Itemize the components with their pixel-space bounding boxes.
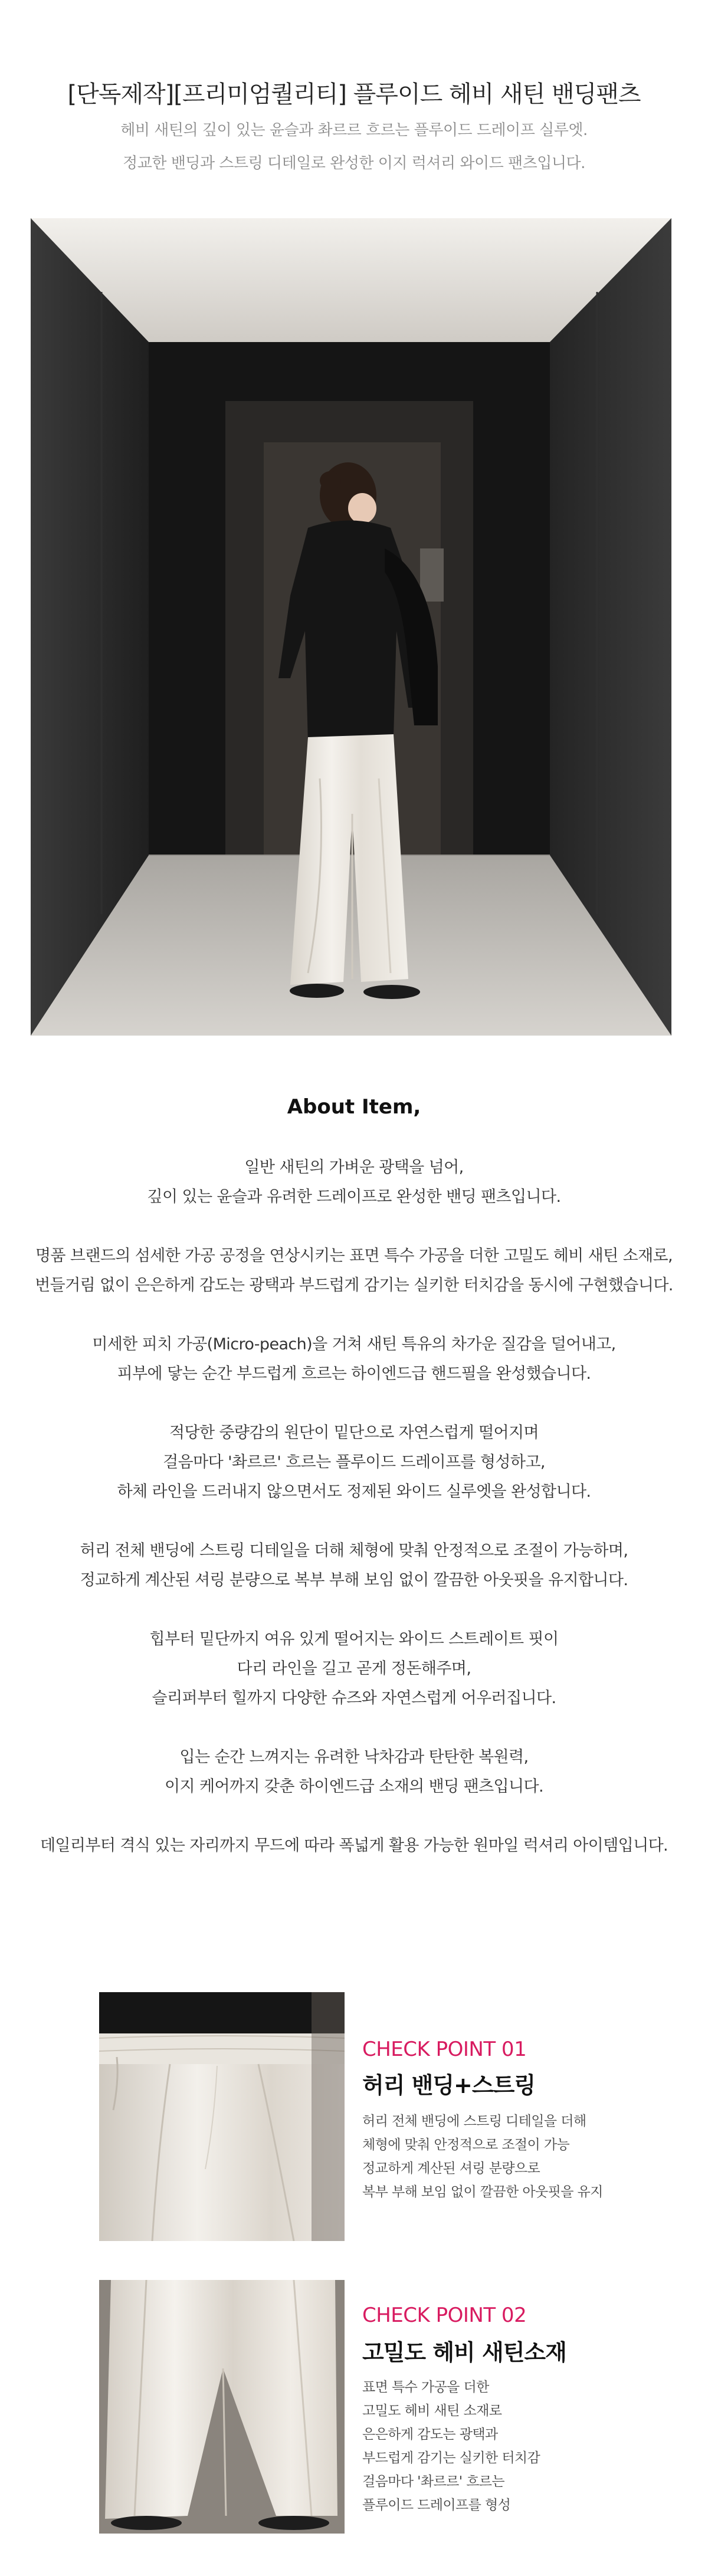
checkpoint-02-description xyxy=(362,2375,693,2517)
about-paragraph-8 xyxy=(12,1831,696,1861)
about-paragraph-1 xyxy=(12,1153,696,1212)
checkpoint-01-label: CHECK POINT 01 xyxy=(362,2038,527,2061)
about-line: 걸음마다 '촤르르' 흐르는 플루이드 드레이프를 형성하고, xyxy=(163,1453,545,1471)
checkpoint-01-description xyxy=(362,2110,693,2204)
checkpoint-02-photo xyxy=(99,2280,345,2534)
checkpoint-02-line: 걸음마다 '촤르르' 흐르는 xyxy=(362,2474,505,2489)
checkpoint-01-photo xyxy=(99,1992,345,2241)
checkpoint-01-line: 체형에 맞춰 안정적으로 조절이 가능 xyxy=(362,2137,570,2153)
checkpoint-01-line: 허리 전체 밴딩에 스트링 디테일을 더해 xyxy=(362,2114,586,2129)
waistband-closeup-illustration xyxy=(99,1992,345,2241)
checkpoint-02-line: 플루이드 드레이프를 형성 xyxy=(362,2498,511,2513)
about-line: 슬리퍼부터 힐까지 다양한 슈즈와 자연스럽게 어우러집니다. xyxy=(152,1689,556,1707)
hero-photo-illustration xyxy=(31,218,671,1036)
checkpoint-01-line: 복부 부해 보임 없이 깔끔한 아웃핏을 유지 xyxy=(362,2184,603,2200)
about-line: 번들거림 없이 은은하게 감도는 광택과 부드럽게 감기는 실키한 터치감을 동시에 구현했습니다. xyxy=(35,1276,673,1294)
checkpoint-02-line: 부드럽게 감기는 실키한 터치감 xyxy=(362,2450,540,2466)
about-line: 미세한 피치 가공(Micro-peach)을 거쳐 새틴 특유의 차가운 질감을 덜어내고, xyxy=(92,1335,616,1353)
checkpoint-01-line: 정교하게 계산된 셔링 분량으로 xyxy=(362,2161,540,2176)
about-paragraph-6 xyxy=(12,1625,696,1713)
about-line: 다리 라인을 길고 곧게 정돈해주며, xyxy=(237,1660,471,1678)
about-paragraph-5 xyxy=(12,1536,696,1595)
checkpoint-02-label: CHECK POINT 02 xyxy=(362,2304,527,2327)
product-subtitle-line2: 정교한 밴딩과 스트링 디테일로 완성한 이지 럭셔리 와이드 팬츠입니다. xyxy=(123,155,585,172)
about-line: 입는 순간 느껴지는 유려한 낙차감과 탄탄한 복원력, xyxy=(179,1748,529,1766)
about-line: 깊이 있는 윤슬과 유려한 드레이프로 완성한 밴딩 팬츠입니다. xyxy=(147,1188,561,1206)
product-subtitle-line1: 헤비 새틴의 깊이 있는 윤슬과 촤르르 흐르는 플루이드 드레이프 실루엣. xyxy=(120,121,588,139)
about-line: 허리 전체 밴딩에 스트링 디테일을 더해 체형에 맞춰 안정적으로 조절이 가능하며, xyxy=(80,1542,628,1560)
about-line: 일반 새틴의 가벼운 광택을 넘어, xyxy=(244,1158,464,1177)
about-line: 정교하게 계산된 셔링 분량으로 복부 부해 보임 없이 깔끔한 아웃핏을 유지합니다. xyxy=(80,1571,628,1589)
about-line: 데일리부터 격식 있는 자리까지 무드에 따라 폭넓게 활용 가능한 원마일 럭셔리 아이템입니다. xyxy=(40,1836,668,1855)
checkpoint-02-title: 고밀도 헤비 새틴소재 xyxy=(362,2340,566,2365)
about-line: 하체 라인을 드러내지 않으면서도 정제된 와이드 실루엣을 완성합니다. xyxy=(117,1483,591,1501)
checkpoint-02-line: 고밀도 헤비 새틴 소재로 xyxy=(362,2403,502,2419)
about-line: 적당한 중량감의 원단이 밑단으로 자연스럽게 떨어지며 xyxy=(169,1424,539,1442)
satin-fabric-closeup-illustration xyxy=(99,2280,345,2534)
checkpoint-02-line: 표면 특수 가공을 더한 xyxy=(362,2380,489,2395)
about-paragraph-3 xyxy=(12,1330,696,1389)
about-paragraph-4 xyxy=(12,1418,696,1507)
about-line: 명품 브랜드의 섬세한 가공 공정을 연상시키는 표면 특수 가공을 더한 고밀도 헤비 새틴 소재로, xyxy=(35,1247,673,1265)
product-title: [단독제작][프리미엄퀄리티] 플루이드 헤비 새틴 밴딩팬츠 xyxy=(67,81,641,108)
about-line: 피부에 닿는 순간 부드럽게 흐르는 하이엔드급 핸드필을 완성했습니다. xyxy=(117,1365,591,1383)
checkpoint-02-line: 은은하게 감도는 광택과 xyxy=(362,2427,498,2442)
about-item-text xyxy=(12,1153,696,1890)
about-item-heading: About Item, xyxy=(287,1095,421,1119)
about-line: 이지 케어까지 갖춘 하이엔드급 소재의 밴딩 팬츠입니다. xyxy=(165,1777,543,1796)
about-paragraph-2 xyxy=(12,1241,696,1300)
hero-photo xyxy=(31,218,671,1036)
about-paragraph-7 xyxy=(12,1743,696,1802)
about-line: 힙부터 밑단까지 여유 있게 떨어지는 와이드 스트레이트 핏이 xyxy=(149,1630,559,1648)
checkpoint-01-title: 허리 밴딩+스트링 xyxy=(362,2072,536,2098)
